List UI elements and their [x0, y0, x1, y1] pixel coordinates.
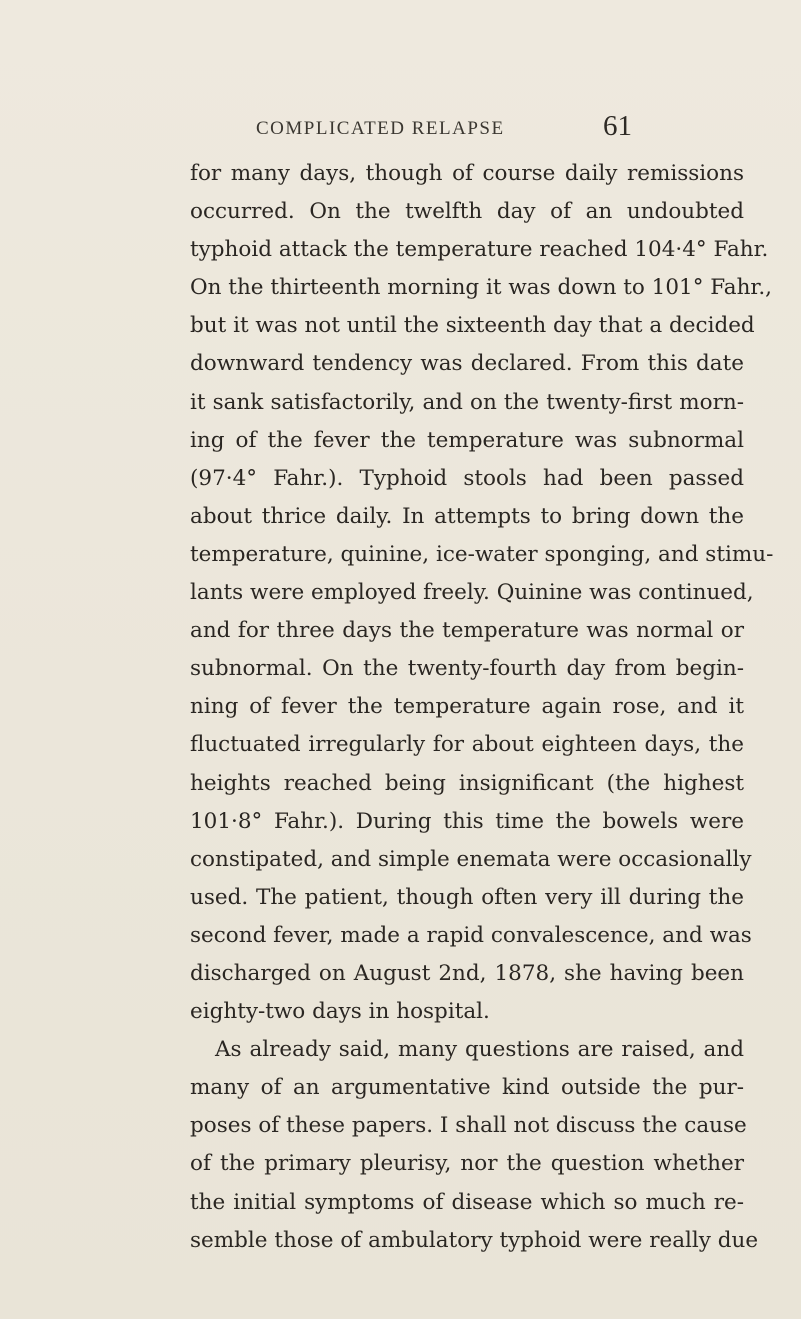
text-line: many of an argumentative kind outside the pur- — [190, 1075, 744, 1101]
text-line: for many days, though of course daily remissions — [190, 161, 744, 186]
text-line: fluctuated irregularly for about eighteen days, the — [190, 732, 744, 758]
text-line: and for three days the temperature was normal or — [190, 618, 744, 644]
text-line: eighty-two days in hospital. — [190, 999, 490, 1025]
text-line: but it was not until the sixteenth day that a decided — [190, 313, 755, 339]
text-line: poses of these papers. I shall not discuss the cause — [190, 1113, 747, 1139]
text-line: ing of the fever the temperature was subnormal — [190, 427, 744, 453]
text-line: about thrice daily. In attempts to bring down the — [190, 503, 744, 529]
text-line: On the thirteenth morning it was down to 101° Fahr., — [190, 275, 773, 301]
text-line: used. The patient, though often very ill during the — [190, 884, 744, 910]
text-line: constipated, and simple enemata were occasionally — [190, 846, 752, 872]
page-number: 61 — [603, 110, 632, 142]
text-line: typhoid attack the temperature reached 104·4° Fahr. — [190, 237, 769, 263]
text-line: it sank satisfactorily, and on the twenty-first morn- — [190, 389, 744, 415]
text-line: 101·8° Fahr.). During this time the bowels were — [190, 808, 744, 834]
text-line: As already said, many questions are raised, and — [215, 1037, 744, 1063]
running-head: COMPLICATED RELAPSE — [256, 118, 505, 139]
text-line: discharged on August 2nd, 1878, she having been — [190, 960, 744, 986]
body-text — [190, 155, 774, 1260]
text-line: downward tendency was declared. From this date — [190, 351, 744, 377]
text-line: heights reached being insignificant (the highest — [190, 770, 744, 796]
text-line: lants were employed freely. Quinine was continued, — [190, 580, 754, 606]
text-line: temperature, quinine, ice-water sponging, and stimu- — [190, 541, 774, 567]
text-line: of the primary pleurisy, nor the question whether — [190, 1151, 744, 1177]
text-line: subnormal. On the twenty-fourth day from begin- — [190, 656, 744, 682]
text-line: the initial symptoms of disease which so much re- — [190, 1189, 744, 1215]
text-line: occurred. On the twelfth day of an undoubted — [190, 199, 744, 225]
text-line: (97·4° Fahr.). Typhoid stools had been passed — [190, 465, 744, 491]
text-line: second fever, made a rapid convalescence, and was — [190, 922, 752, 948]
text-line: semble those of ambulatory typhoid were really due — [190, 1227, 759, 1253]
text-line: ning of fever the temperature again rose, and it — [190, 694, 744, 720]
